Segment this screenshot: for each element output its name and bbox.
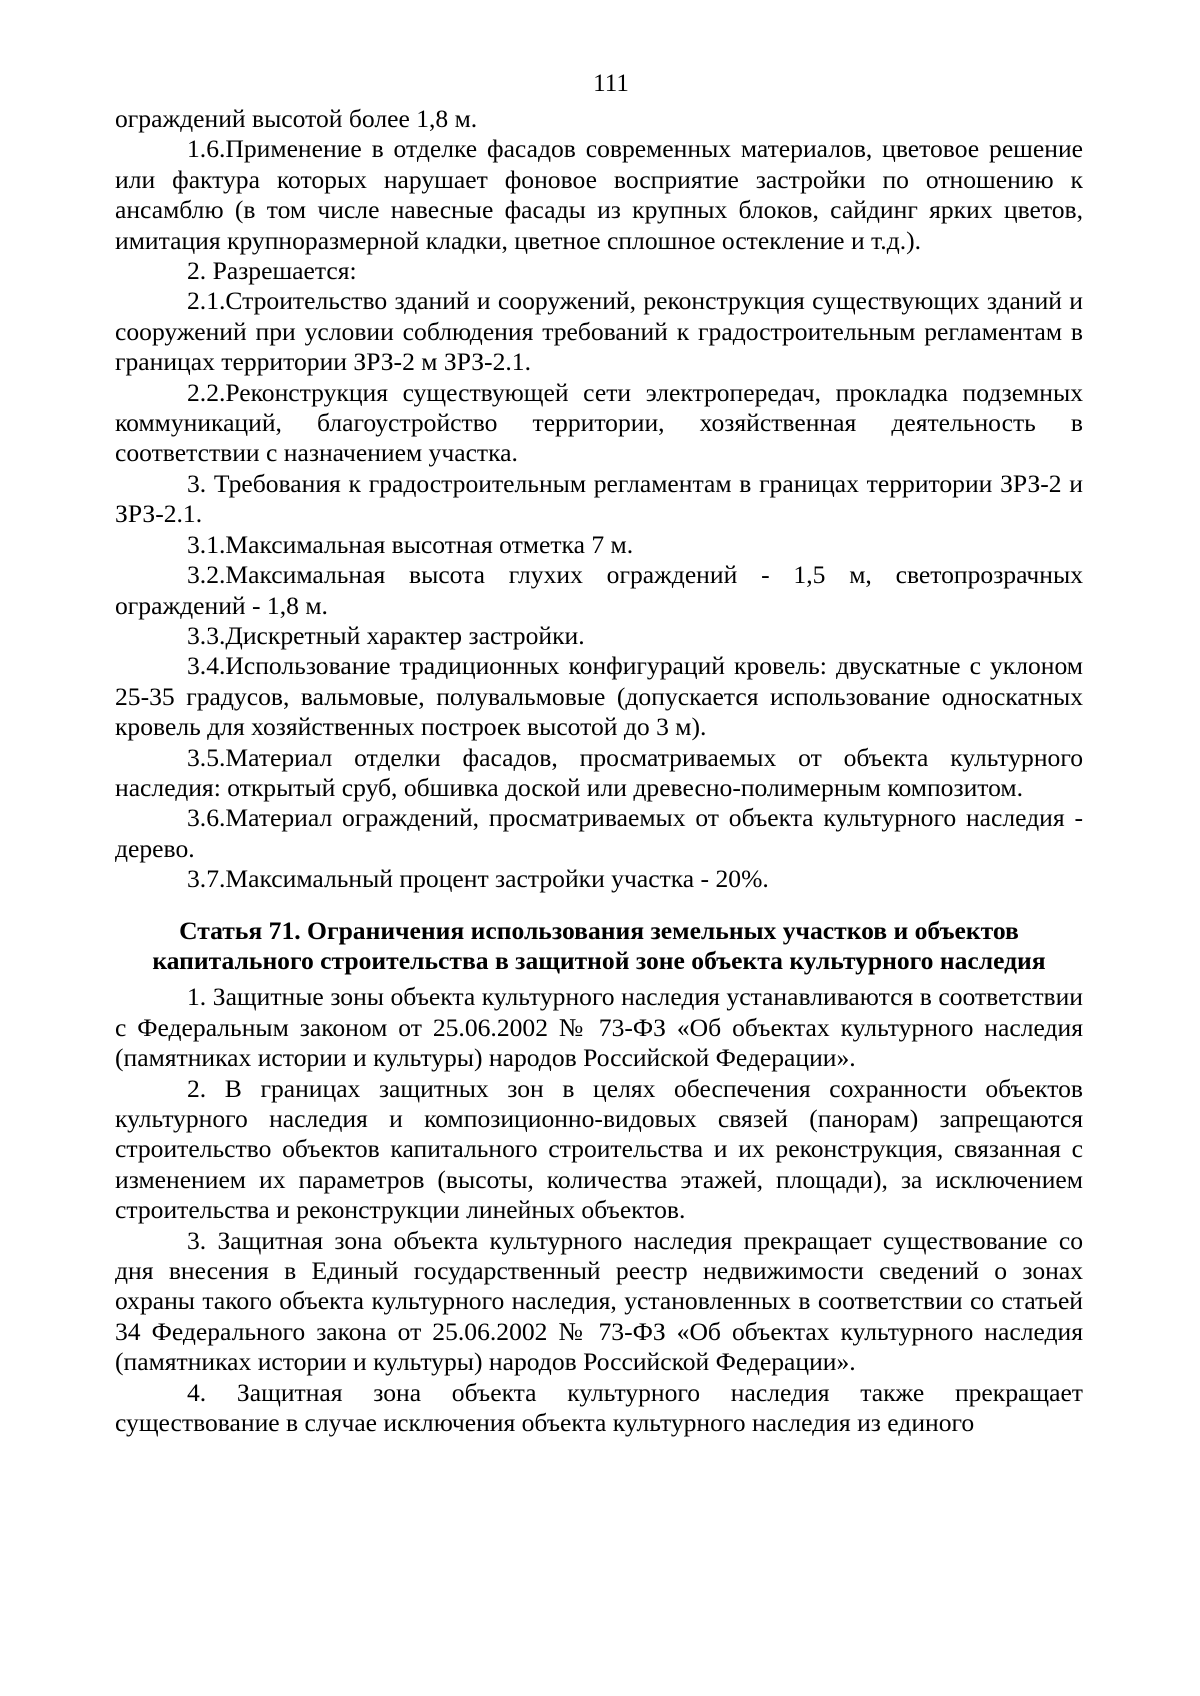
paragraph: 3.3.Дискретный характер застройки.: [187, 620, 585, 650]
paragraph: 3. Защитная зона объекта культурного наследия прекращает существование со дня внесения в Единый государственный реестр недвижимости сведений о зонах охраны такого объекта культурного наследия, установленных в соответствии со статьей 34 Федерального закона от 25.06.2002 № 73-ФЗ «Об объектах культурного наследия (памятниках истории и культуры) народов Российской Федерации».: [115, 1225, 1083, 1377]
paragraph: ограждений высотой более 1,8 м.: [115, 104, 478, 133]
paragraph: 3. Требования к градостроительным регламентам в границах территории ЗРЗ-2 и ЗРЗ-2.1.: [115, 468, 1083, 529]
paragraph: 2.1.Строительство зданий и сооружений, реконструкция существующих зданий и сооружений при условии соблюдения требований к градостроительным регламентам в границах территории ЗРЗ-2 м ЗРЗ-2.1.: [115, 286, 1083, 377]
paragraph: 4. Защитная зона объекта культурного наследия также прекращает существование в случае исключения объекта культурного наследия из единого: [115, 1377, 1083, 1438]
paragraph: 1. Защитные зоны объекта культурного наследия устанавливаются в соответствии с Федеральным законом от 25.06.2002 № 73-ФЗ «Об объектах культурного наследия (памятниках истории и культуры) народов Российской Федерации».: [115, 982, 1083, 1073]
paragraph: 3.2.Максимальная высота глухих ограждений - 1,5 м, светопрозрачных ограждений - 1,8 м.: [115, 560, 1083, 620]
paragraph: 2. Разрешается:: [187, 256, 357, 286]
paragraph: 3.4.Использование традиционных конфигураций кровель: двускатные с уклоном 25-35 градусов, вальмовые, полувальмовые (допускается использование односкатных кровель для хозяйственных построек высотой до 3 м).: [115, 651, 1083, 742]
paragraph: 3.7.Максимальный процент застройки участка - 20%.: [187, 864, 769, 894]
paragraph: 3.5.Материал отделки фасадов, просматриваемых от объекта культурного наследия: открытый сруб, обшивка доской или древесно-полимерным композитом.: [115, 742, 1083, 802]
paragraph: 3.6.Материал ограждений, просматриваемых от объекта культурного наследия - дерево.: [115, 803, 1083, 863]
paragraph: 2. В границах защитных зон в целях обеспечения сохранности объектов культурного наследия и композиционно-видовых связей (панорам) запрещаются строительство объектов капитального строительства и их реконструкция, связанная с изменением их параметров (высоты, количества этажей, площади), за исключением строительства и реконструкции линейных объектов.: [115, 1073, 1083, 1225]
page-number: 111: [593, 70, 629, 97]
paragraph: 1.6.Применение в отделке фасадов современных материалов, цветовое решение или фактура которых нарушает фоновое восприятие застройки по отношению к ансамблю (в том числе навесные фасады из крупных блоков, сайдинг ярких цветов, имитация крупноразмерной кладки, цветное сплошное остекление и т.д.).: [115, 134, 1083, 255]
paragraph: 3.1.Максимальная высотная отметка 7 м.: [187, 529, 634, 559]
paragraph: 2.2.Реконструкция существующей сети электропередач, прокладка подземных коммуникаций, благоустройство территории, хозяйственная деятельность в соответствии с назначением участка.: [115, 377, 1083, 468]
document-page: [115, 70, 1083, 1438]
article-heading: Статья 71. Ограничения использования земельных участков и объектов капитального строительства в защитной зоне объекта культурного наследия: [152, 915, 1046, 975]
